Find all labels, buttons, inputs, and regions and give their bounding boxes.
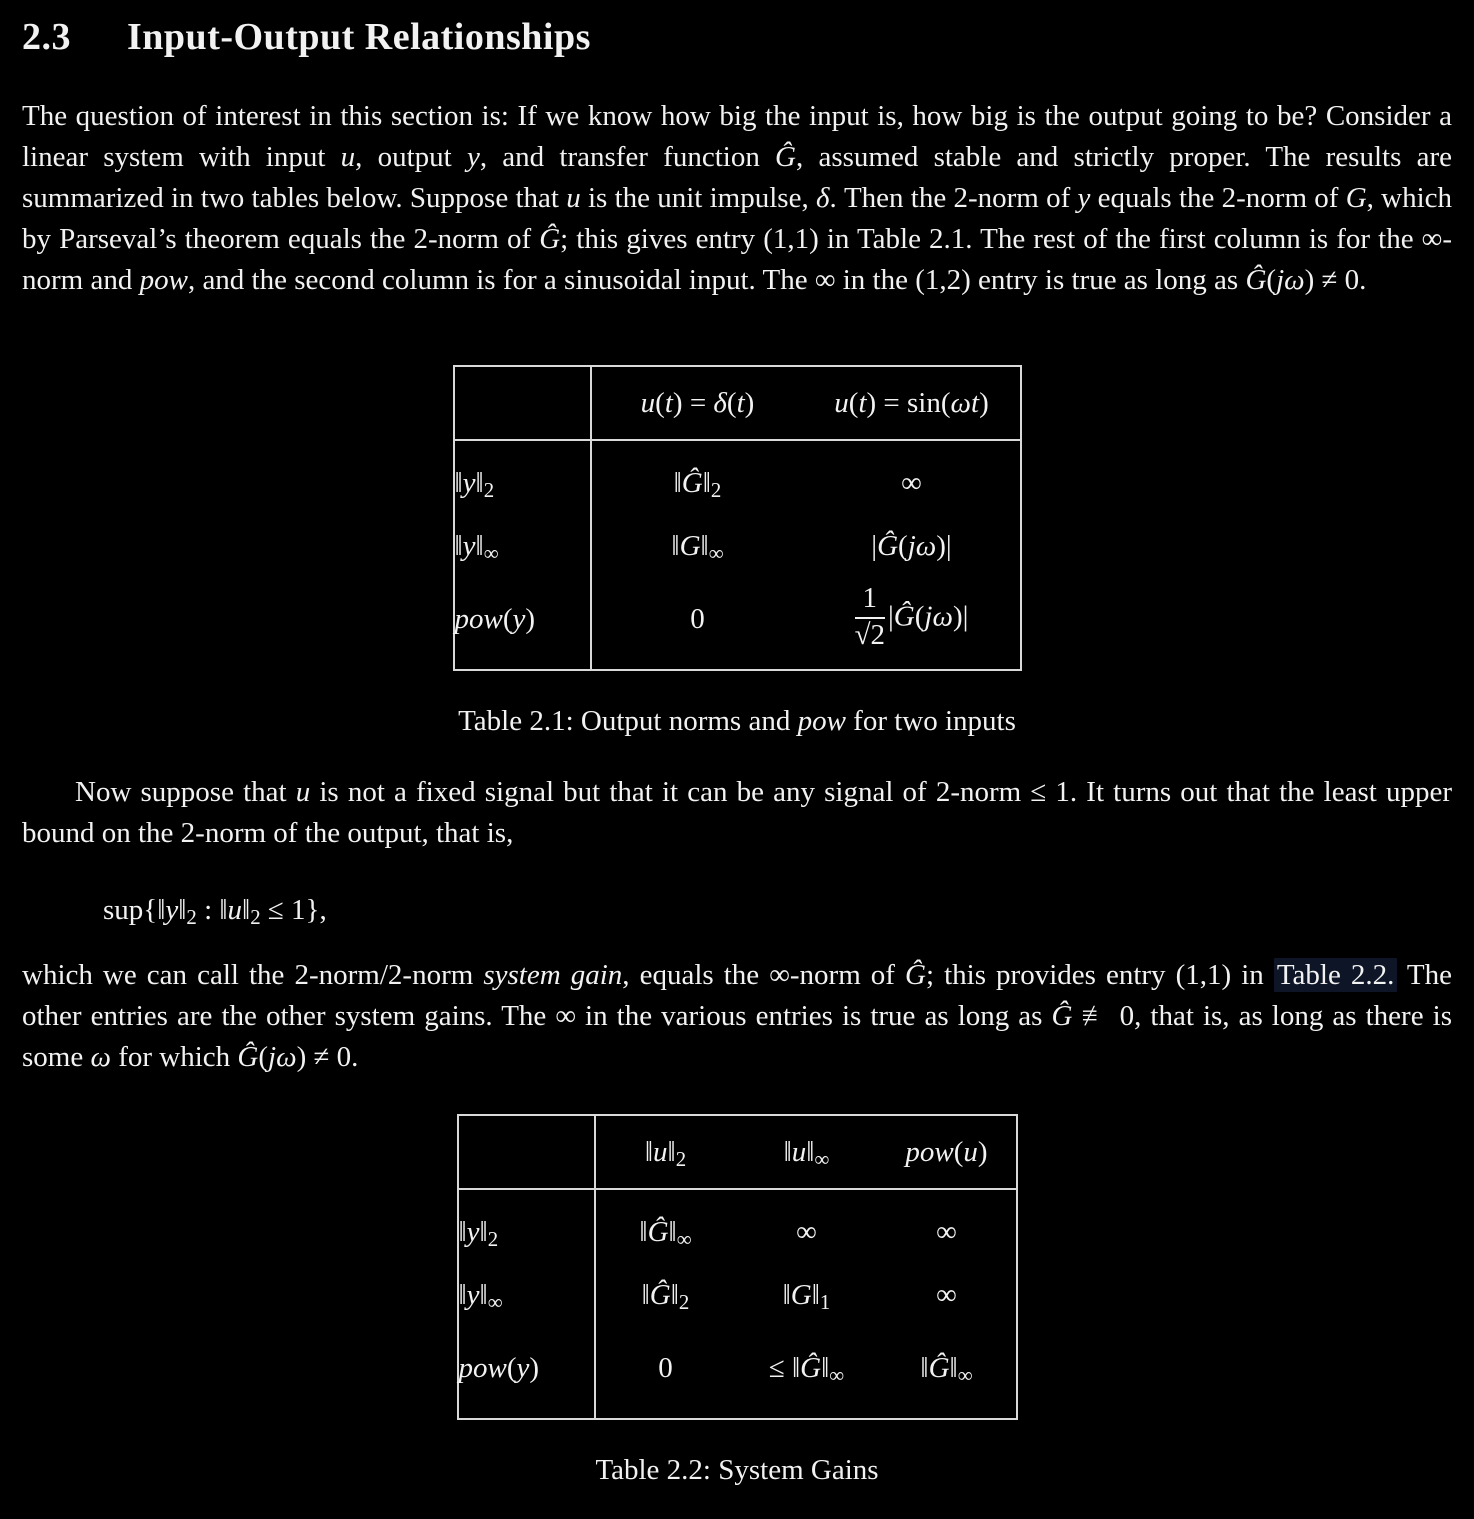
table-cell: $‖G‖_\infty$ [671,529,724,565]
table-2-2-link[interactable]: Table 2.2. [1274,958,1398,992]
table-2-2-container [22,1114,1452,1420]
table-2-1-container [22,365,1452,671]
table-cell: ∞ [936,1215,957,1248]
fraction-numerator: 1 [855,584,885,619]
table-cell: ∞ [796,1215,817,1248]
table-cell: ≤ $‖Ĝ‖_\infty$ [768,1351,845,1387]
table-2-2-caption: Table 2.2: System Gains [595,1454,879,1486]
paragraph-1: The question of interest in this section is: If we know how big the input is, how big is the output going to be? Consider a linear system with input u, output y, and transfer function Ĝ, assumed stable and strictly proper. The results are summarized in two tables below. Suppose that u is the unit impulse, δ. Then the 2-norm of y equals the 2-norm of G, which by Parseval’s theorem equals the 2-norm of Ĝ; this gives entry (1,1) in Table 2.1. The rest of the first column is for the ∞-norm and pow, and the second column is for a sinusoidal input. The ∞ in the (1,2) entry is true as long as Ĝ(jω) ≠ 0. [22,100,1453,296]
table-header-row [458,1115,1017,1189]
table-row [454,440,1021,515]
table-row [458,1264,1017,1326]
table-header-row [454,366,1021,440]
table-cell: |Ĝ(jω)| [871,529,952,562]
table-cell: $‖Ĝ‖_2$ [641,1278,690,1314]
table-cell: $‖G‖_1$ [782,1278,831,1314]
table-col-header: $‖u‖_\infty$ [736,1115,878,1189]
table-2-1-caption: Table 2.1: Output norms and pow for two inputs [458,705,1016,737]
display-formula: $sup\{‖y‖_2$ : $‖u‖_2 \le 1$}, [103,894,327,930]
table-cell: 0 [690,602,705,635]
table-cell: 0 [658,1351,673,1384]
table-row-label: $‖y‖_\infty$ [454,515,591,577]
table-corner-cell [454,366,591,440]
paragraph-3-text-after: The other entries are the other system gains. The ∞ in the various entries is true as long as Ĝ ≢ 0, that is, as long as there is some ω for which Ĝ(jω) ≠ 0. [22,959,1453,1073]
paragraph-2: Now suppose that u is not a fixed signal but that it can be any signal of 2-norm ≤ 1. It turns out that the least upper bound on the 2-norm of the output, that is, [22,776,1452,849]
table-col-header: u(t) = δ(t) [591,366,804,440]
table-row-label: pow(y) [458,1326,595,1419]
table-row-label: $‖y‖_2$ [458,1189,595,1264]
table-cell: $‖Ĝ‖_\infty$ [639,1215,692,1251]
table-2-1 [453,365,1022,671]
paragraph-3 [22,955,1452,1078]
table-row-label: pow(y) [454,577,591,670]
table-cell: $‖Ĝ‖_2$ [673,466,722,502]
table-col-header: $‖u‖_2$ [595,1115,736,1189]
table-cell: ∞ [901,466,922,499]
table-row [454,577,1021,670]
section-number: 2.3 [22,16,71,58]
fraction-denominator: √2 [854,618,885,651]
table-col-header: pow(u) [878,1115,1017,1189]
table-row-label: $‖y‖_2$ [454,440,591,515]
section-title: Input-Output Relationships [127,16,591,58]
table-cell [804,577,1021,670]
table-cell: $‖Ĝ‖_\infty$ [920,1351,973,1387]
section-heading [22,14,1452,60]
table-cell-expression: |Ĝ(jω)| [887,600,969,633]
table-corner-cell [458,1115,595,1189]
table-cell: ∞ [936,1278,957,1311]
table-row [458,1326,1017,1419]
paragraph-3-text-before: which we can call the 2-norm/2-norm system gain, equals the ∞-norm of Ĝ; this provides entry (1,1) in [22,959,1274,991]
table-row [454,515,1021,577]
table-col-header: u(t) = sin(ωt) [804,366,1021,440]
fraction [854,581,885,651]
table-row-label: $‖y‖_\infty$ [458,1264,595,1326]
table-row [458,1189,1017,1264]
table-2-2 [457,1114,1018,1420]
